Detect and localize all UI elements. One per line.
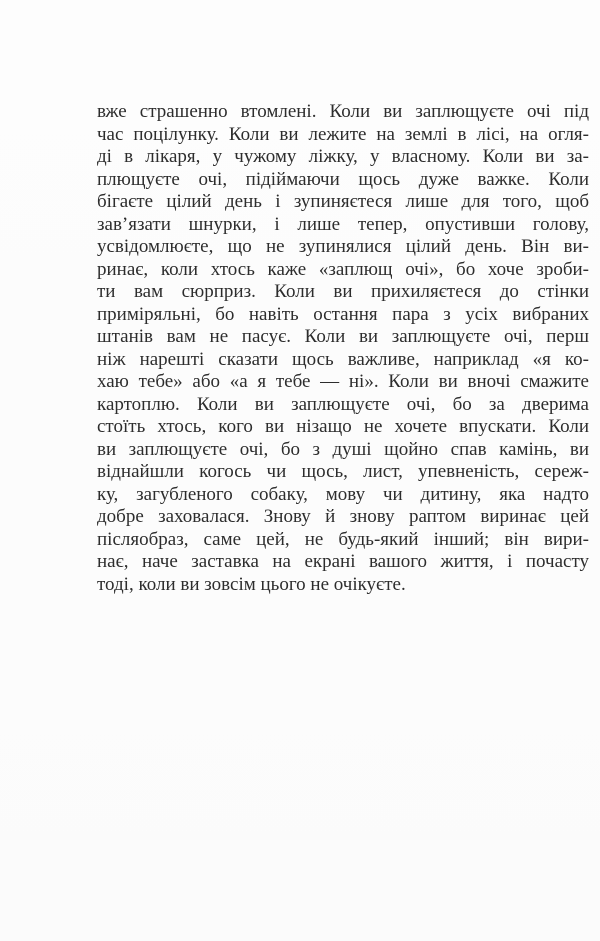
text-line: нає, наче заставка на екрані вашого життя, і почасту xyxy=(97,551,589,572)
text-line: добре заховалася. Знову й знову раптом виринає цей xyxy=(97,506,589,527)
text-line: вже страшенно втомлені. Коли ви заплющуєте очі під xyxy=(97,101,589,122)
text-line: ринає, коли хтось каже «заплющ очі», бо хоче зроби- xyxy=(97,258,589,280)
text-line: ніж нарешті сказати щось важливе, наприклад «я ко- xyxy=(97,348,589,370)
text-line: тоді, коли ви зовсім цього не очікуєте. xyxy=(97,573,406,595)
text-line: штанів вам не пасує. Коли ви заплющуєте очі, перш xyxy=(97,326,589,347)
text-line: час поцілунку. Коли ви лежите на землі в лісі, на огля- xyxy=(97,123,589,145)
text-line: усвідомлюєте, що не зупинялися цілий день. Він ви- xyxy=(97,236,589,257)
text-line: ви заплющуєте очі, бо з душі щойно спав камінь, ви xyxy=(97,438,589,460)
text-line: ти вам сюрприз. Коли ви прихиляєтеся до стінки xyxy=(97,281,589,302)
text-line: плющуєте очі, підіймаючи щось дуже важке. Коли xyxy=(97,168,589,190)
text-line: бігаєте цілий день і зупиняєтеся лише для того, щоб xyxy=(97,191,589,212)
text-line: ку, загубленого собаку, мову чи дитину, яка надто xyxy=(97,483,589,505)
text-line: віднайшли когось чи щось, лист, упевненість, сереж- xyxy=(97,461,589,482)
text-line: хаю тебе» або «а я тебе — ні». Коли ви вночі смажите xyxy=(97,371,589,392)
text-line: приміряльні, бо навіть остання пара з усіх вибраних xyxy=(97,303,589,325)
text-line: ді в лікаря, у чужому ліжку, у власному. Коли ви за- xyxy=(97,146,589,167)
text-line: зав’язати шнурки, і лише тепер, опустивши голову, xyxy=(97,213,589,235)
text-line: післяобраз, саме цей, не будь-який інший; він вири- xyxy=(97,528,589,550)
text-line: картоплю. Коли ви заплющуєте очі, бо за дверима xyxy=(97,393,589,415)
text-line: стоїть хтось, кого ви нізащо не хочете впускати. Коли xyxy=(97,416,589,437)
page-paragraph xyxy=(97,101,589,596)
